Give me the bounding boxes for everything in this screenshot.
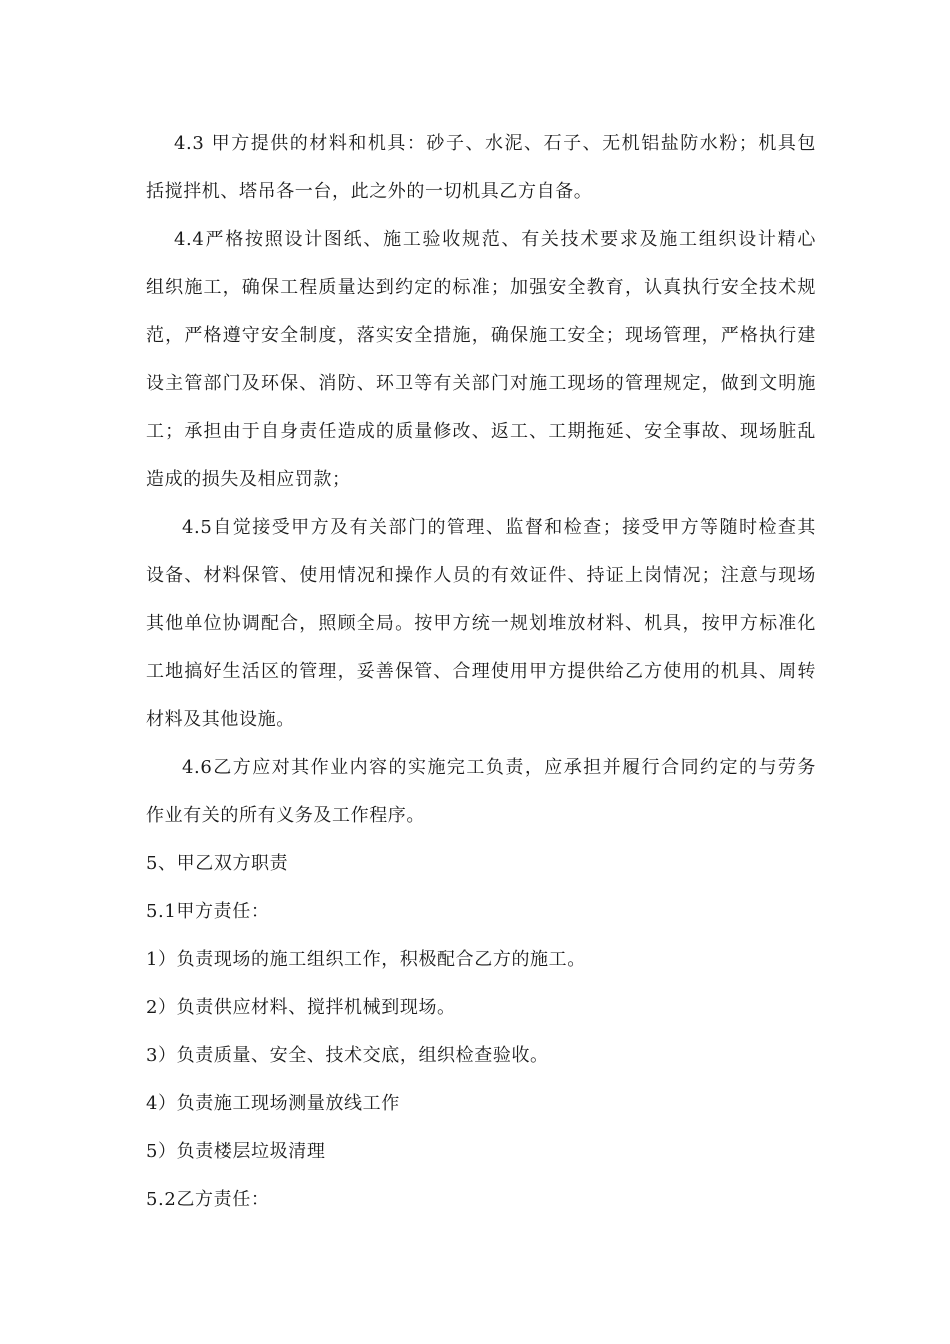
list-item-1: 1）负责现场的施工组织工作，积极配合乙方的施工。 [146, 949, 586, 970]
paragraph-4-3-line-1: 4.3 甲方提供的材料和机具：砂子、水泥、石子、无机铝盐防水粉；机具包 [174, 133, 816, 154]
list-item-2: 2）负责供应材料、搅拌机械到现场。 [146, 997, 456, 1018]
paragraph-4-5-line-2: 设备、材料保管、使用情况和操作人员的有效证件、持证上岗情况；注意与现场 [146, 565, 816, 586]
paragraph-4-4-line-1: 4.4严格按照设计图纸、施工验收规范、有关技术要求及施工组织设计精心 [174, 229, 816, 250]
section-5-2-heading: 5.2乙方责任： [146, 1189, 270, 1210]
paragraph-4-4-line-6: 造成的损失及相应罚款； [146, 469, 351, 490]
paragraph-4-4-line-3: 范，严格遵守安全制度，落实安全措施，确保施工安全；现场管理，严格执行建 [146, 325, 816, 346]
paragraph-4-4-line-4: 设主管部门及环保、消防、环卫等有关部门对施工现场的管理规定，做到文明施 [146, 373, 816, 394]
paragraph-4-5-line-4: 工地搞好生活区的管理，妥善保管、合理使用甲方提供给乙方使用的机具、周转 [146, 661, 816, 682]
paragraph-4-5-line-5: 材料及其他设施。 [146, 709, 295, 730]
list-item-3: 3）负责质量、安全、技术交底，组织检查验收。 [146, 1045, 549, 1066]
list-item-5: 5）负责楼层垃圾清理 [146, 1141, 326, 1162]
paragraph-4-5-line-1: 4.5自觉接受甲方及有关部门的管理、监督和检查；接受甲方等随时检查其 [182, 517, 816, 538]
paragraph-4-3-line-2: 括搅拌机、塔吊各一台，此之外的一切机具乙方自备。 [146, 181, 593, 202]
paragraph-4-6-line-1: 4.6乙方应对其作业内容的实施完工负责，应承担并履行合同约定的与劳务 [182, 757, 816, 778]
paragraph-4-4-line-5: 工；承担由于自身责任造成的质量修改、返工、工期拖延、安全事故、现场脏乱 [146, 421, 816, 442]
list-item-4: 4）负责施工现场测量放线工作 [146, 1093, 400, 1114]
paragraph-4-4-line-2: 组织施工，确保工程质量达到约定的标准；加强安全教育，认真执行安全技术规 [146, 277, 816, 298]
section-5-1-heading: 5.1甲方责任： [146, 901, 270, 922]
paragraph-4-6-line-2: 作业有关的所有义务及工作程序。 [146, 805, 425, 826]
paragraph-4-5-line-3: 其他单位协调配合，照顾全局。按甲方统一规划堆放材料、机具，按甲方标准化 [146, 613, 816, 634]
section-5-heading: 5、甲乙双方职责 [146, 853, 289, 874]
